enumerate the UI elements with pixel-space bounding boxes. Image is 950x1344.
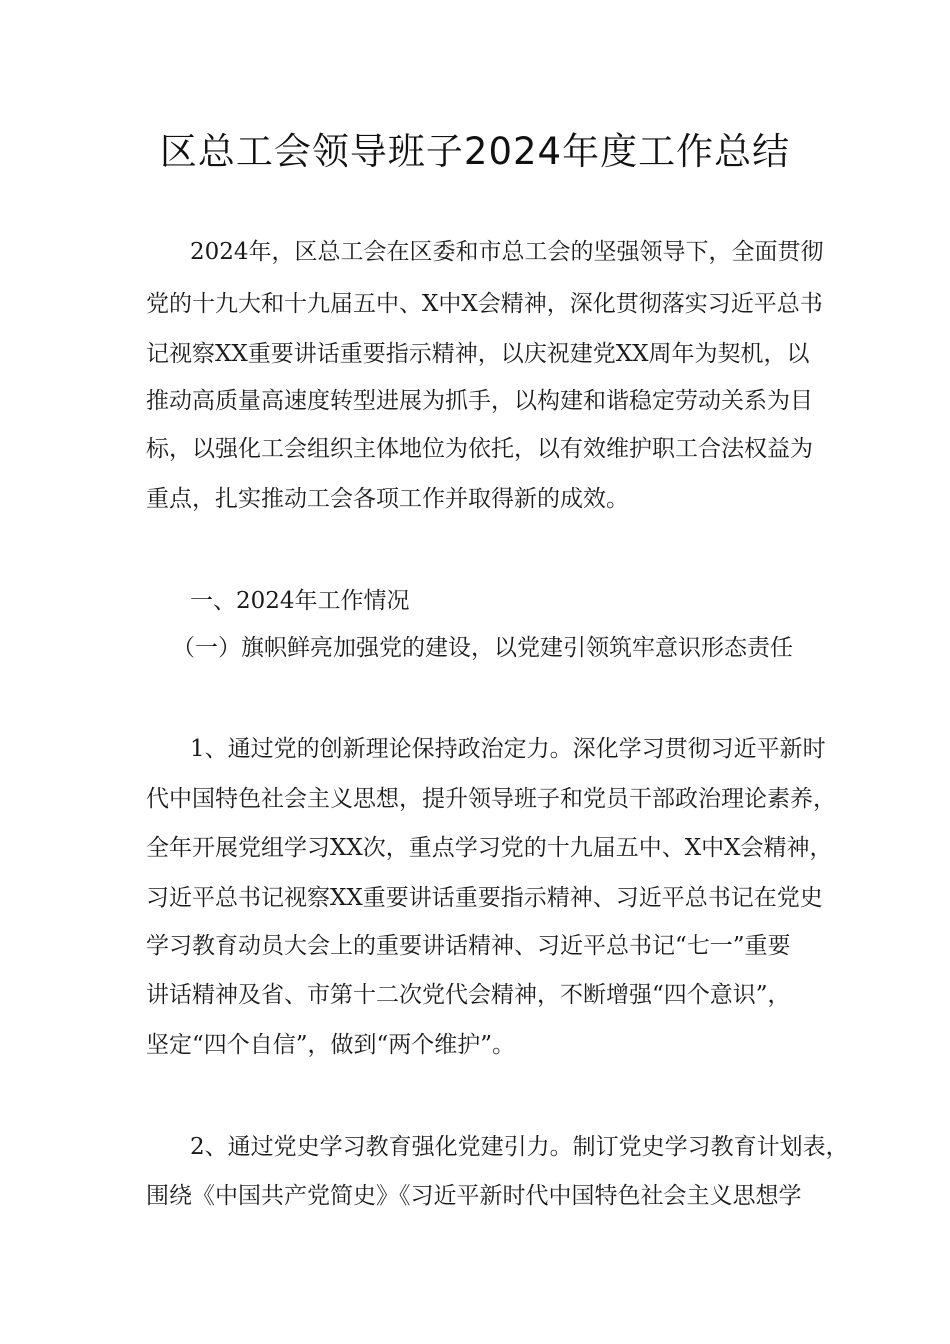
item1-line: 坚定“四个自信”，做到“两个维护”。 <box>146 1032 516 1058</box>
item1-line: 1、通过党的创新理论保持政治定力。深化学习贯彻习近平新时 <box>190 736 826 762</box>
item2-line: 2、通过党史学习教育强化党建引力。制订党史学习教育计划表， <box>190 1134 849 1160</box>
subsection-heading: （一）旗帜鲜亮加强党的建设，以党建引领筑牢意识形态责任 <box>172 635 793 661</box>
intro-line: 记视察XX重要讲话重要指示精神，以庆祝建党XX周年为契机，以 <box>146 341 810 367</box>
intro-line: 推动高质量高速度转型进展为抓手，以构建和谐稳定劳动关系为目 <box>146 388 813 414</box>
item1-line: 学习教育动员大会上的重要讲话精神、习近平总书记“七一”重要 <box>146 933 791 959</box>
intro-line: 党的十九大和十九届五中、X中X会精神，深化贯彻落实习近平总书 <box>146 291 823 317</box>
item2-line: 围绕《中国共产党简史》《习近平新时代中国特色社会主义思想学 <box>146 1183 802 1209</box>
item1-line: 讲话精神及省、市第十二次党代会精神，不断增强“四个意识”， <box>146 982 791 1008</box>
intro-line: 标，以强化工会组织主体地位为依托，以有效维护职工合法权益为 <box>146 436 813 462</box>
document-title: 区总工会领导班子2024年度工作总结 <box>159 130 791 173</box>
intro-line: 2024年，区总工会在区委和市总工会的坚强领导下，全面贯彻 <box>190 239 824 265</box>
item1-line: 全年开展党组学习XX次，重点学习党的十九届五中、X中X会精神， <box>146 835 833 861</box>
item1-line: 习近平总书记视察XX重要讲话重要指示精神、习近平总书记在党史 <box>146 885 823 911</box>
item1-line: 代中国特色社会主义思想，提升领导班子和党员干部政治理论素养， <box>146 786 836 812</box>
section-heading: 一、2024年工作情况 <box>190 588 410 614</box>
intro-line: 重点，扎实推动工会各项工作并取得新的成效。 <box>146 486 629 512</box>
